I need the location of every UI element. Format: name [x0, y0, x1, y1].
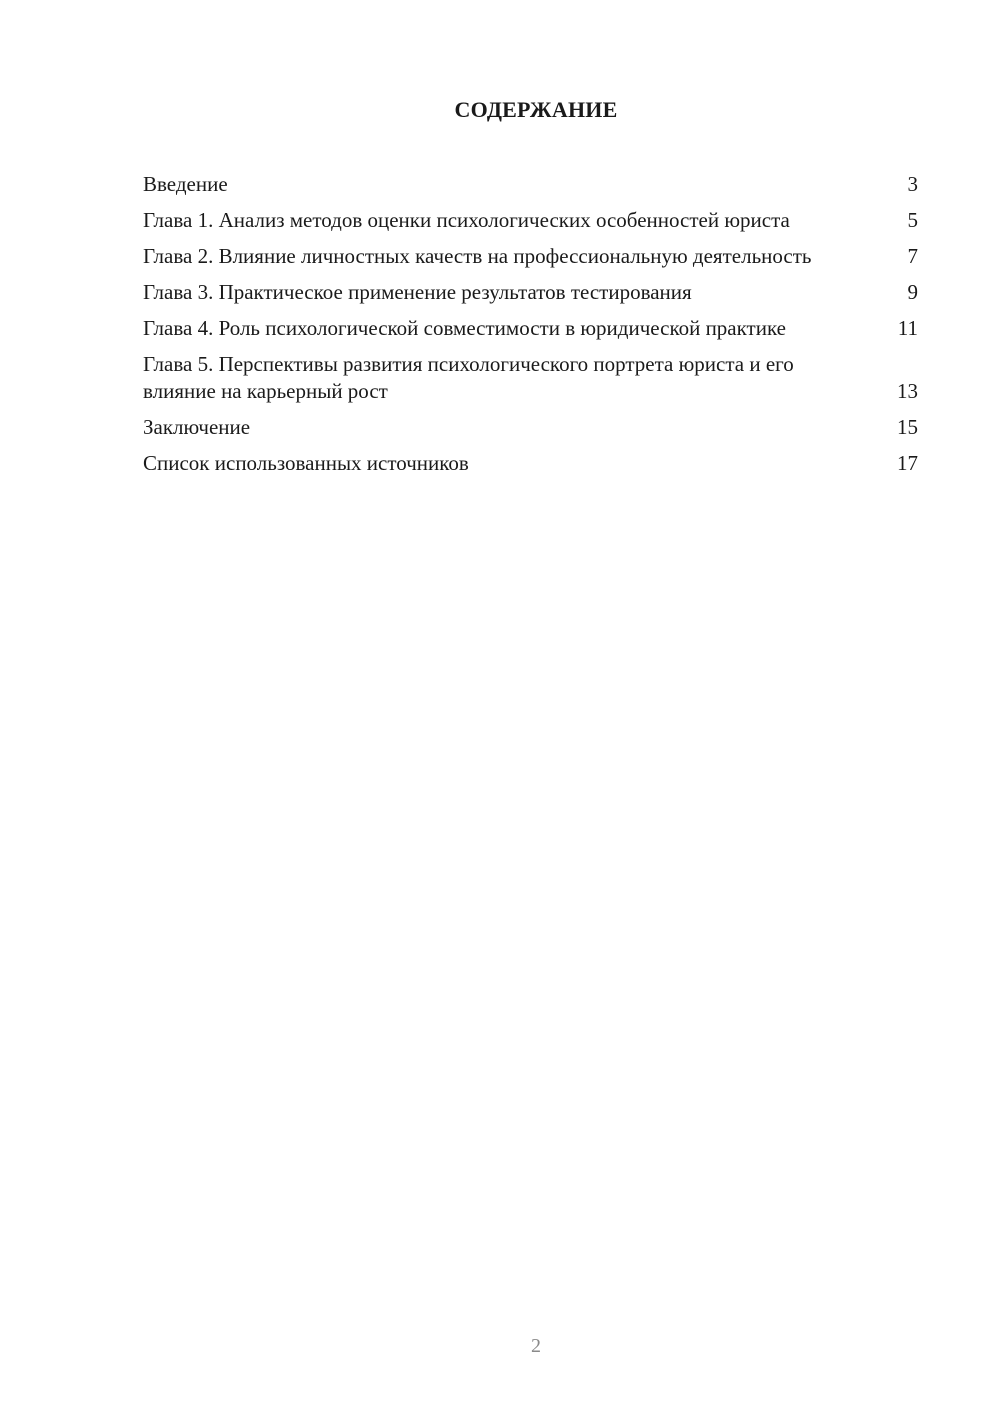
- page-title: СОДЕРЖАНИЕ: [454, 97, 618, 122]
- toc-item-chapter-4[interactable]: [143, 315, 918, 342]
- toc-item-text: Заключение: [143, 415, 251, 439]
- toc-item-text: Глава 4. Роль психологической совместимости в юридической практике: [143, 316, 786, 340]
- toc-item-text: Введение: [143, 172, 228, 196]
- toc-item-conclusion[interactable]: [143, 414, 918, 441]
- toc-item-chapter-2[interactable]: [143, 243, 918, 270]
- page-number: 2: [531, 1335, 541, 1357]
- toc-item-text: Глава 5. Перспективы развития психологического портрета юриста и его влияние на карьерный рост: [143, 352, 794, 403]
- toc-item-page: 17: [897, 451, 918, 475]
- toc-item-page: 13: [897, 379, 918, 403]
- toc-item-page: 15: [897, 415, 918, 439]
- toc-item-text: Глава 3. Практическое применение результатов тестирования: [143, 280, 692, 304]
- toc-item-chapter-1[interactable]: [143, 207, 918, 234]
- toc-item-chapter-5[interactable]: [143, 351, 918, 405]
- toc-item-page: 5: [907, 208, 918, 232]
- table-of-contents: [143, 171, 918, 486]
- toc-item-references[interactable]: [143, 450, 918, 477]
- toc-item-text: Список использованных источников: [143, 451, 469, 475]
- toc-item-text: Глава 1. Анализ методов оценки психологических особенностей юриста: [143, 208, 790, 232]
- toc-item-page: 9: [907, 280, 918, 304]
- toc-item-text: Глава 2. Влияние личностных качеств на профессиональную деятельность: [143, 244, 812, 268]
- toc-item-introduction[interactable]: [143, 171, 918, 198]
- toc-item-chapter-3[interactable]: [143, 279, 918, 306]
- toc-item-page: 7: [907, 244, 918, 268]
- toc-item-page: 3: [907, 172, 918, 196]
- toc-item-page: 11: [897, 316, 918, 340]
